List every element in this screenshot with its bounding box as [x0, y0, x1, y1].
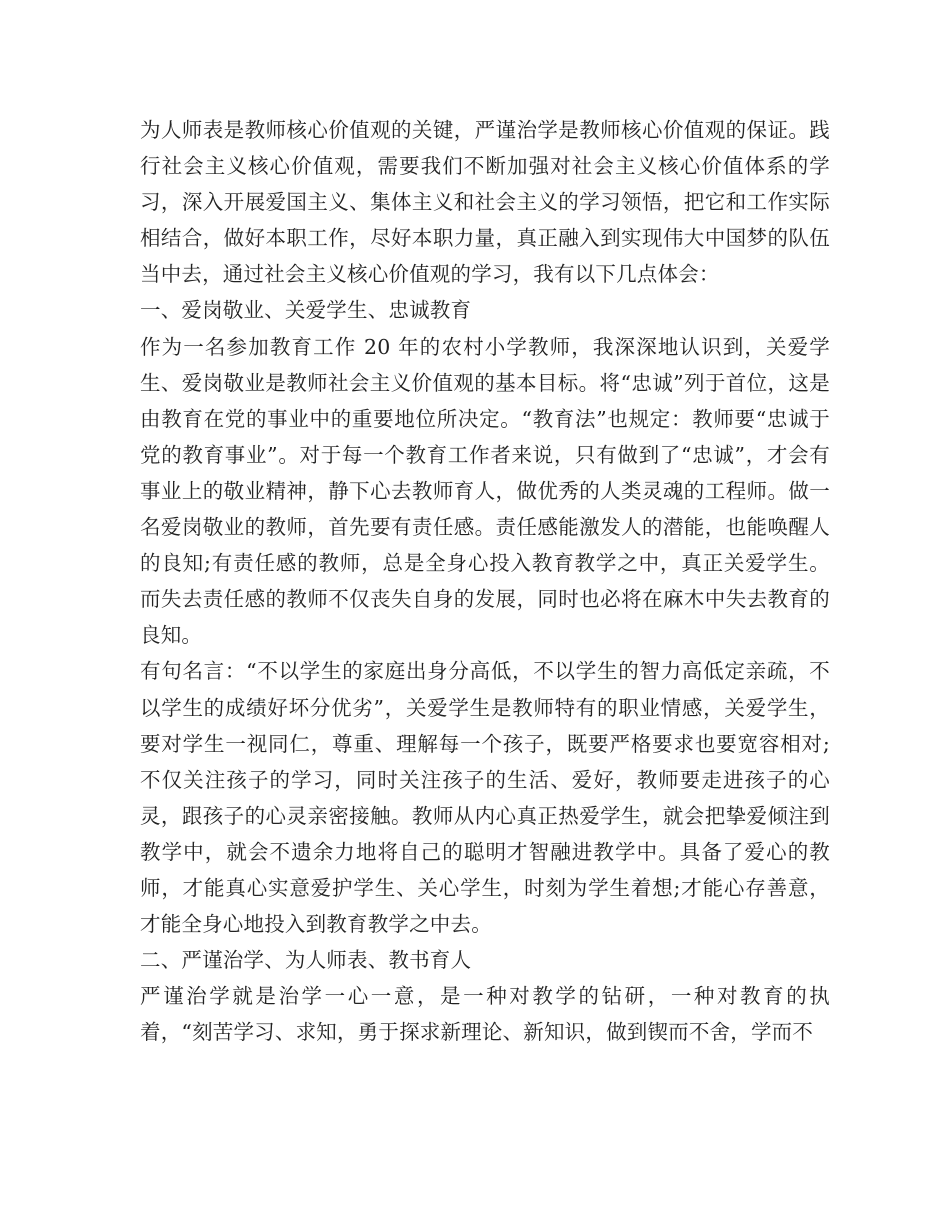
- paragraph-loyalty: 作为一名参加教育工作 20 年的农村小学教师，我深深地认识到，关爱学生、爱岗敬业是教师社会主义价值观的基本目标。将“忠诚”列于首位，这是由教育在党的事业中的重要地位所决定。“教育法”也规定：教师要“忠诚于党的教育事业”。对于每一个教育工作者来说，只有做到了“忠诚”，才会有事业上的敬业精神，静下心去教师育人，做优秀的人类灵魂的工程师。做一名爱岗敬业的教师，首先要有责任感。责任感能激发人的潜能，也能唤醒人的良知;有责任感的教师，总是全身心投入教育教学之中，真正关爱学生。而失去责任感的教师不仅丧失自身的发展，同时也必将在麻木中失去教育的良知。: [140, 334, 830, 648]
- section-heading-1: 一、爱岗敬业、关爱学生、忠诚教育: [140, 298, 472, 323]
- paragraph-intro: 为人师表是教师核心价值观的关键，严谨治学是教师核心价值观的保证。践行社会主义核心价值观，需要我们不断加强对社会主义核心价值体系的学习，深入开展爱国主义、集体主义和社会主义的学习领悟，把它和工作实际相结合，做好本职工作，尽好本职力量，真正融入到实现伟大中国梦的队伍当中去，通过社会主义核心价值观的学习，我有以下几点体会：: [140, 118, 830, 287]
- paragraph-rigorous-study: 严谨治学就是治学一心一意，是一种对教学的钻研，一种对教育的执着，“刻苦学习、求知，勇于探求新理论、新知识，做到锲而不舍，学而不: [140, 984, 830, 1045]
- paragraph-care-students: 有句名言：“不以学生的家庭出身分高低，不以学生的智力高低定亲疏，不以学生的成绩好坏分优劣”，关爱学生是教师特有的职业情感，关爱学生，要对学生一视同仁，尊重、理解每一个孩子，既要严格要求也要宽容相对;不仅关注孩子的学习，同时关注孩子的生活、爱好，教师要走进孩子的心灵，跟孩子的心灵亲密接触。教师从内心真正热爱学生，就会把挚爱倾注到教学中，就会不遗余力地将自己的聪明才智融进教学中。具备了爱心的教师，才能真心实意爱护学生、关心学生，时刻为学生着想;才能心存善意，才能全身心地投入到教育教学之中去。: [140, 659, 830, 937]
- section-heading-2: 二、严谨治学、为人师表、教书育人: [140, 948, 472, 973]
- document-body: [140, 112, 830, 1050]
